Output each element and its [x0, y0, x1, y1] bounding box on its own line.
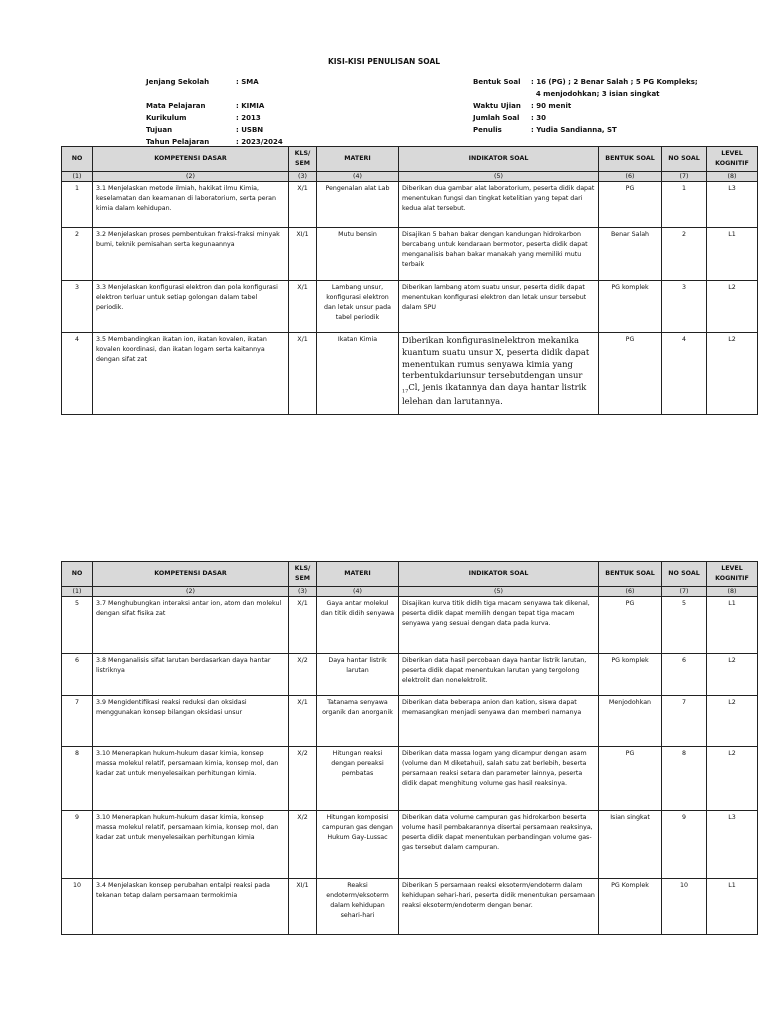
col-number: (8) — [707, 172, 758, 182]
col-header-no: NO — [62, 147, 93, 172]
col-header-bentuk: BENTUK SOAL — [599, 562, 662, 587]
cell-bentuk: PG — [599, 182, 662, 228]
col-header-kompetensi: KOMPETENSI DASAR — [93, 562, 289, 587]
cell-kompetensi: 3.2 Menjelaskan proses pembentukan fraksi-fraksi minyak bumi, teknik pemisahan serta kegunaannya — [93, 228, 289, 281]
cell-no: 7 — [62, 696, 93, 747]
header-info-right — [473, 76, 698, 136]
meta-label: Kurikulum — [146, 114, 187, 122]
col-number: (3) — [289, 172, 317, 182]
col-header-bentuk: BENTUK SOAL — [599, 147, 662, 172]
cell-level: L2 — [707, 747, 758, 811]
cell-no: 10 — [62, 879, 93, 935]
kisi-kisi-table-1 — [61, 146, 758, 415]
cell-bentuk: PG — [599, 597, 662, 654]
cell-materi: Daya hantar listrik larutan — [317, 654, 399, 696]
cell-materi: Lambang unsur, konfigurasi elektron dan letak unsur pada tabel periodik — [317, 281, 399, 333]
document-title: KISI-KISI PENULISAN SOAL — [327, 57, 441, 66]
cell-kompetensi: 3.9 Mengidentifikasi reaksi reduksi dan oksidasi menggunakan konsep bilangan oksidasi unsur — [93, 696, 289, 747]
cell-no: 8 — [62, 747, 93, 811]
cell-materi: Ikatan Kimia — [317, 333, 399, 415]
meta-value: : 2023/2024 — [236, 138, 283, 146]
cell-no: 2 — [62, 228, 93, 281]
cell-bentuk: PG — [599, 333, 662, 415]
col-number: (4) — [317, 587, 399, 597]
cell-materi: Gaya antar molekul dan titik didih senyawa — [317, 597, 399, 654]
meta-value: : SMA — [236, 78, 259, 86]
cell-kls: X/1 — [289, 333, 317, 415]
table-row — [62, 811, 758, 879]
meta-value: : 16 (PG) ; 2 Benar Salah ; 5 PG Kompleks; — [531, 78, 698, 86]
table-header-row — [62, 147, 758, 172]
cell-level: L2 — [707, 281, 758, 333]
cell-materi: Mutu bensin — [317, 228, 399, 281]
cell-kls: XI/1 — [289, 228, 317, 281]
cell-kompetensi: 3.5 Membandingkan ikatan ion, ikatan kovalen, ikatan kovalen koordinasi, dan ikatan logam serta kaitannya dengan sifat zat — [93, 333, 289, 415]
table-row — [62, 281, 758, 333]
cell-nosoal: 2 — [662, 228, 707, 281]
column-number-row — [62, 587, 758, 597]
cell-nosoal: 8 — [662, 747, 707, 811]
cell-materi: Reaksi endoterm/eksoterm dalam kehidupan sehari-hari — [317, 879, 399, 935]
col-number: (8) — [707, 587, 758, 597]
col-header-level: LEVEL KOGNITIF — [707, 562, 758, 587]
meta-value: 4 menjodohkan; 3 isian singkat — [531, 90, 660, 98]
meta-label: Mata Pelajaran — [146, 102, 206, 110]
col-header-no: NO — [62, 562, 93, 587]
cell-nosoal: 10 — [662, 879, 707, 935]
meta-label: Bentuk Soal — [473, 78, 521, 86]
col-number: (2) — [93, 172, 289, 182]
cell-nosoal: 6 — [662, 654, 707, 696]
col-number: (1) — [62, 172, 93, 182]
meta-value: : KIMIA — [236, 102, 265, 110]
cell-indikator: Diberikan dua gambar alat laboratorium, peserta didik dapat menentukan fungsi dan tingkat ketelitian yang tepat dari kedua alat tersebut. — [399, 182, 599, 228]
cell-level: L1 — [707, 879, 758, 935]
cell-kls: X/2 — [289, 654, 317, 696]
meta-label: Waktu Ujian — [473, 102, 521, 110]
col-header-materi: MATERI — [317, 562, 399, 587]
cell-bentuk: PG — [599, 747, 662, 811]
meta-label: Penulis — [473, 126, 502, 134]
col-number: (6) — [599, 172, 662, 182]
subscript-number: 17 — [402, 388, 409, 395]
cell-kompetensi: 3.10 Menerapkan hukum-hukum dasar kimia, konsep massa molekul relatif, persamaan kimia, konsep mol, dan kadar zat untuk menyelesaikan perhitungan kimia — [93, 811, 289, 879]
cell-kompetensi: 3.4 Menjelaskan konsep perubahan entalpi reaksi pada tekanan tetap dalam persamaan termokimia — [93, 879, 289, 935]
col-header-kompetensi: KOMPETENSI DASAR — [93, 147, 289, 172]
header-info-left — [146, 76, 283, 148]
cell-materi: Tatanama senyawa organik dan anorganik — [317, 696, 399, 747]
col-number: (2) — [93, 587, 289, 597]
meta-value: : 30 — [531, 114, 546, 122]
cell-materi: Hitungan reaksi dengan pereaksi pembatas — [317, 747, 399, 811]
cell-nosoal: 5 — [662, 597, 707, 654]
cell-no: 6 — [62, 654, 93, 696]
cell-indikator: Diberikan data hasil percobaan daya hantar listrik larutan, peserta didik dapat menentukan larutan yang tergolong elektrolit dan nonelektrolit. — [399, 654, 599, 696]
col-number: (4) — [317, 172, 399, 182]
cell-level: L2 — [707, 696, 758, 747]
col-header-indikator: INDIKATOR SOAL — [399, 147, 599, 172]
cell-bentuk: Benar Salah — [599, 228, 662, 281]
cell-indikator: Diberikan data volume campuran gas hidrokarbon beserta volume hasil pembakarannya disertai persamaan reaksinya, peserta didik dapat menentukan perbandingan volume gas-gas tersebut dalam campuran. — [399, 811, 599, 879]
cell-indikator — [399, 333, 599, 415]
cell-nosoal: 7 — [662, 696, 707, 747]
col-header-materi: MATERI — [317, 147, 399, 172]
column-number-row — [62, 172, 758, 182]
table-row — [62, 333, 758, 415]
cell-indikator: Diberikan 5 persamaan reaksi eksoterm/endoterm dalam kehidupan sehari-hari, peserta didik menentukan persamaan reaksi eksoterm/endoterm dengan benar. — [399, 879, 599, 935]
cell-no: 3 — [62, 281, 93, 333]
table-row — [62, 228, 758, 281]
table-row — [62, 696, 758, 747]
cell-kompetensi: 3.7 Menghubungkan interaksi antar ion, atom dan molekul dengan sifat fisika zat — [93, 597, 289, 654]
col-header-kls: KLS/ SEM — [289, 562, 317, 587]
meta-value: : USBN — [236, 126, 264, 134]
cell-nosoal: 1 — [662, 182, 707, 228]
kisi-kisi-table-2 — [61, 561, 758, 935]
cell-materi: Hitungan komposisi campuran gas dengan Hukum Gay-Lussac — [317, 811, 399, 879]
cell-kompetensi: 3.3 Menjelaskan konfigurasi elektron dan pola konfigurasi elektron terluar untuk setiap golongan dalam tabel periodik. — [93, 281, 289, 333]
cell-kompetensi: 3.1 Menjelaskan metode ilmiah, hakikat ilmu Kimia, keselamatan dan keamanan di laboratorium, serta peran kimia dalam kehidupan. — [93, 182, 289, 228]
cell-kls: X/1 — [289, 182, 317, 228]
col-header-indikator: INDIKATOR SOAL — [399, 562, 599, 587]
cell-kls: X/1 — [289, 281, 317, 333]
col-header-kls: KLS/ SEM — [289, 147, 317, 172]
meta-label: Tujuan — [146, 126, 173, 134]
cell-level: L3 — [707, 182, 758, 228]
col-number: (7) — [662, 172, 707, 182]
col-number: (6) — [599, 587, 662, 597]
meta-value: : 90 menit — [531, 102, 572, 110]
cell-nosoal: 4 — [662, 333, 707, 415]
cell-kls: X/1 — [289, 696, 317, 747]
cell-kompetensi: 3.8 Menganalisis sifat larutan berdasarkan daya hantar listriknya — [93, 654, 289, 696]
col-header-nosoal: NO SOAL — [662, 562, 707, 587]
cell-indikator: Diberikan data beberapa anion dan kation, siswa dapat memasangkan menjadi senyawa dan memberi namanya — [399, 696, 599, 747]
cell-level: L1 — [707, 228, 758, 281]
cell-level: L1 — [707, 597, 758, 654]
col-header-nosoal: NO SOAL — [662, 147, 707, 172]
cell-level: L3 — [707, 811, 758, 879]
meta-value: : 2013 — [236, 114, 261, 122]
meta-label: Tahun Pelajaran — [146, 138, 210, 146]
meta-label — [473, 88, 531, 100]
cell-kls: X/1 — [289, 597, 317, 654]
cell-bentuk: Isian singkat — [599, 811, 662, 879]
cell-materi: Pengenalan alat Lab — [317, 182, 399, 228]
cell-no: 9 — [62, 811, 93, 879]
meta-label — [146, 88, 236, 100]
meta-value: : Yudia Sandianna, ST — [531, 126, 617, 134]
table-row — [62, 747, 758, 811]
col-number: (3) — [289, 587, 317, 597]
table-row — [62, 597, 758, 654]
cell-kls: X/2 — [289, 747, 317, 811]
col-number: (1) — [62, 587, 93, 597]
cell-indikator: Diberikan lambang atom suatu unsur, peserta didik dapat menentukan konfigurasi elektron dan letak unsur tersebut dalam SPU — [399, 281, 599, 333]
table-header-row — [62, 562, 758, 587]
indikator-text-part: Diberikan konfigurasinelektron mekanika kuantum suatu unsur X, peserta didik dapat menentukan rumus senyawa kimia yang terbentukdariunsur tersebutdengan unsur — [402, 335, 590, 381]
table-row — [62, 654, 758, 696]
col-header-level: LEVEL KOGNITIF — [707, 147, 758, 172]
table-row — [62, 879, 758, 935]
cell-kompetensi: 3.10 Menerapkan hukum-hukum dasar kimia, konsep massa molekul relatif, persamaan kimia, konsep mol, dan kadar zat untuk menyelesaikan perhitungan kimia. — [93, 747, 289, 811]
cell-level: L2 — [707, 654, 758, 696]
table-row — [62, 182, 758, 228]
cell-level: L2 — [707, 333, 758, 415]
cell-indikator: Disajikan kurva titik didih tiga macam senyawa tak dikenal, peserta didik dapat memilih dengan tepat tiga macam senyawa yang sesuai dengan data pada kurva. — [399, 597, 599, 654]
indikator-text-part: Cl, jenis ikatannya dan daya hantar listrik lelehan dan larutannya. — [402, 382, 587, 406]
col-number: (7) — [662, 587, 707, 597]
cell-no: 4 — [62, 333, 93, 415]
cell-no: 5 — [62, 597, 93, 654]
cell-bentuk: Menjodohkan — [599, 696, 662, 747]
col-number: (5) — [399, 172, 599, 182]
cell-no: 1 — [62, 182, 93, 228]
cell-bentuk: PG Komplek — [599, 879, 662, 935]
col-number: (5) — [399, 587, 599, 597]
cell-nosoal: 9 — [662, 811, 707, 879]
meta-label: Jumlah Soal — [473, 114, 520, 122]
cell-indikator: Diberikan data massa logam yang dicampur dengan asam (volume dan M diketahui), salah satu zat berlebih, beserta persamaan reaksi setara dan parameter lainnya, peserta didik dapat menghitung volume gas hasil reaksinya. — [399, 747, 599, 811]
cell-bentuk: PG komplek — [599, 281, 662, 333]
meta-label: Jenjang Sekolah — [146, 78, 210, 86]
cell-kls: XI/1 — [289, 879, 317, 935]
cell-nosoal: 3 — [662, 281, 707, 333]
cell-kls: X/2 — [289, 811, 317, 879]
cell-indikator: Disajikan 5 bahan bakar dengan kandungan hidrokarbon bercabang untuk kendaraan bermotor, peserta didik dapat menganalisis bahan bakar manakah yang memiliki mutu terbaik — [399, 228, 599, 281]
cell-bentuk: PG komplek — [599, 654, 662, 696]
